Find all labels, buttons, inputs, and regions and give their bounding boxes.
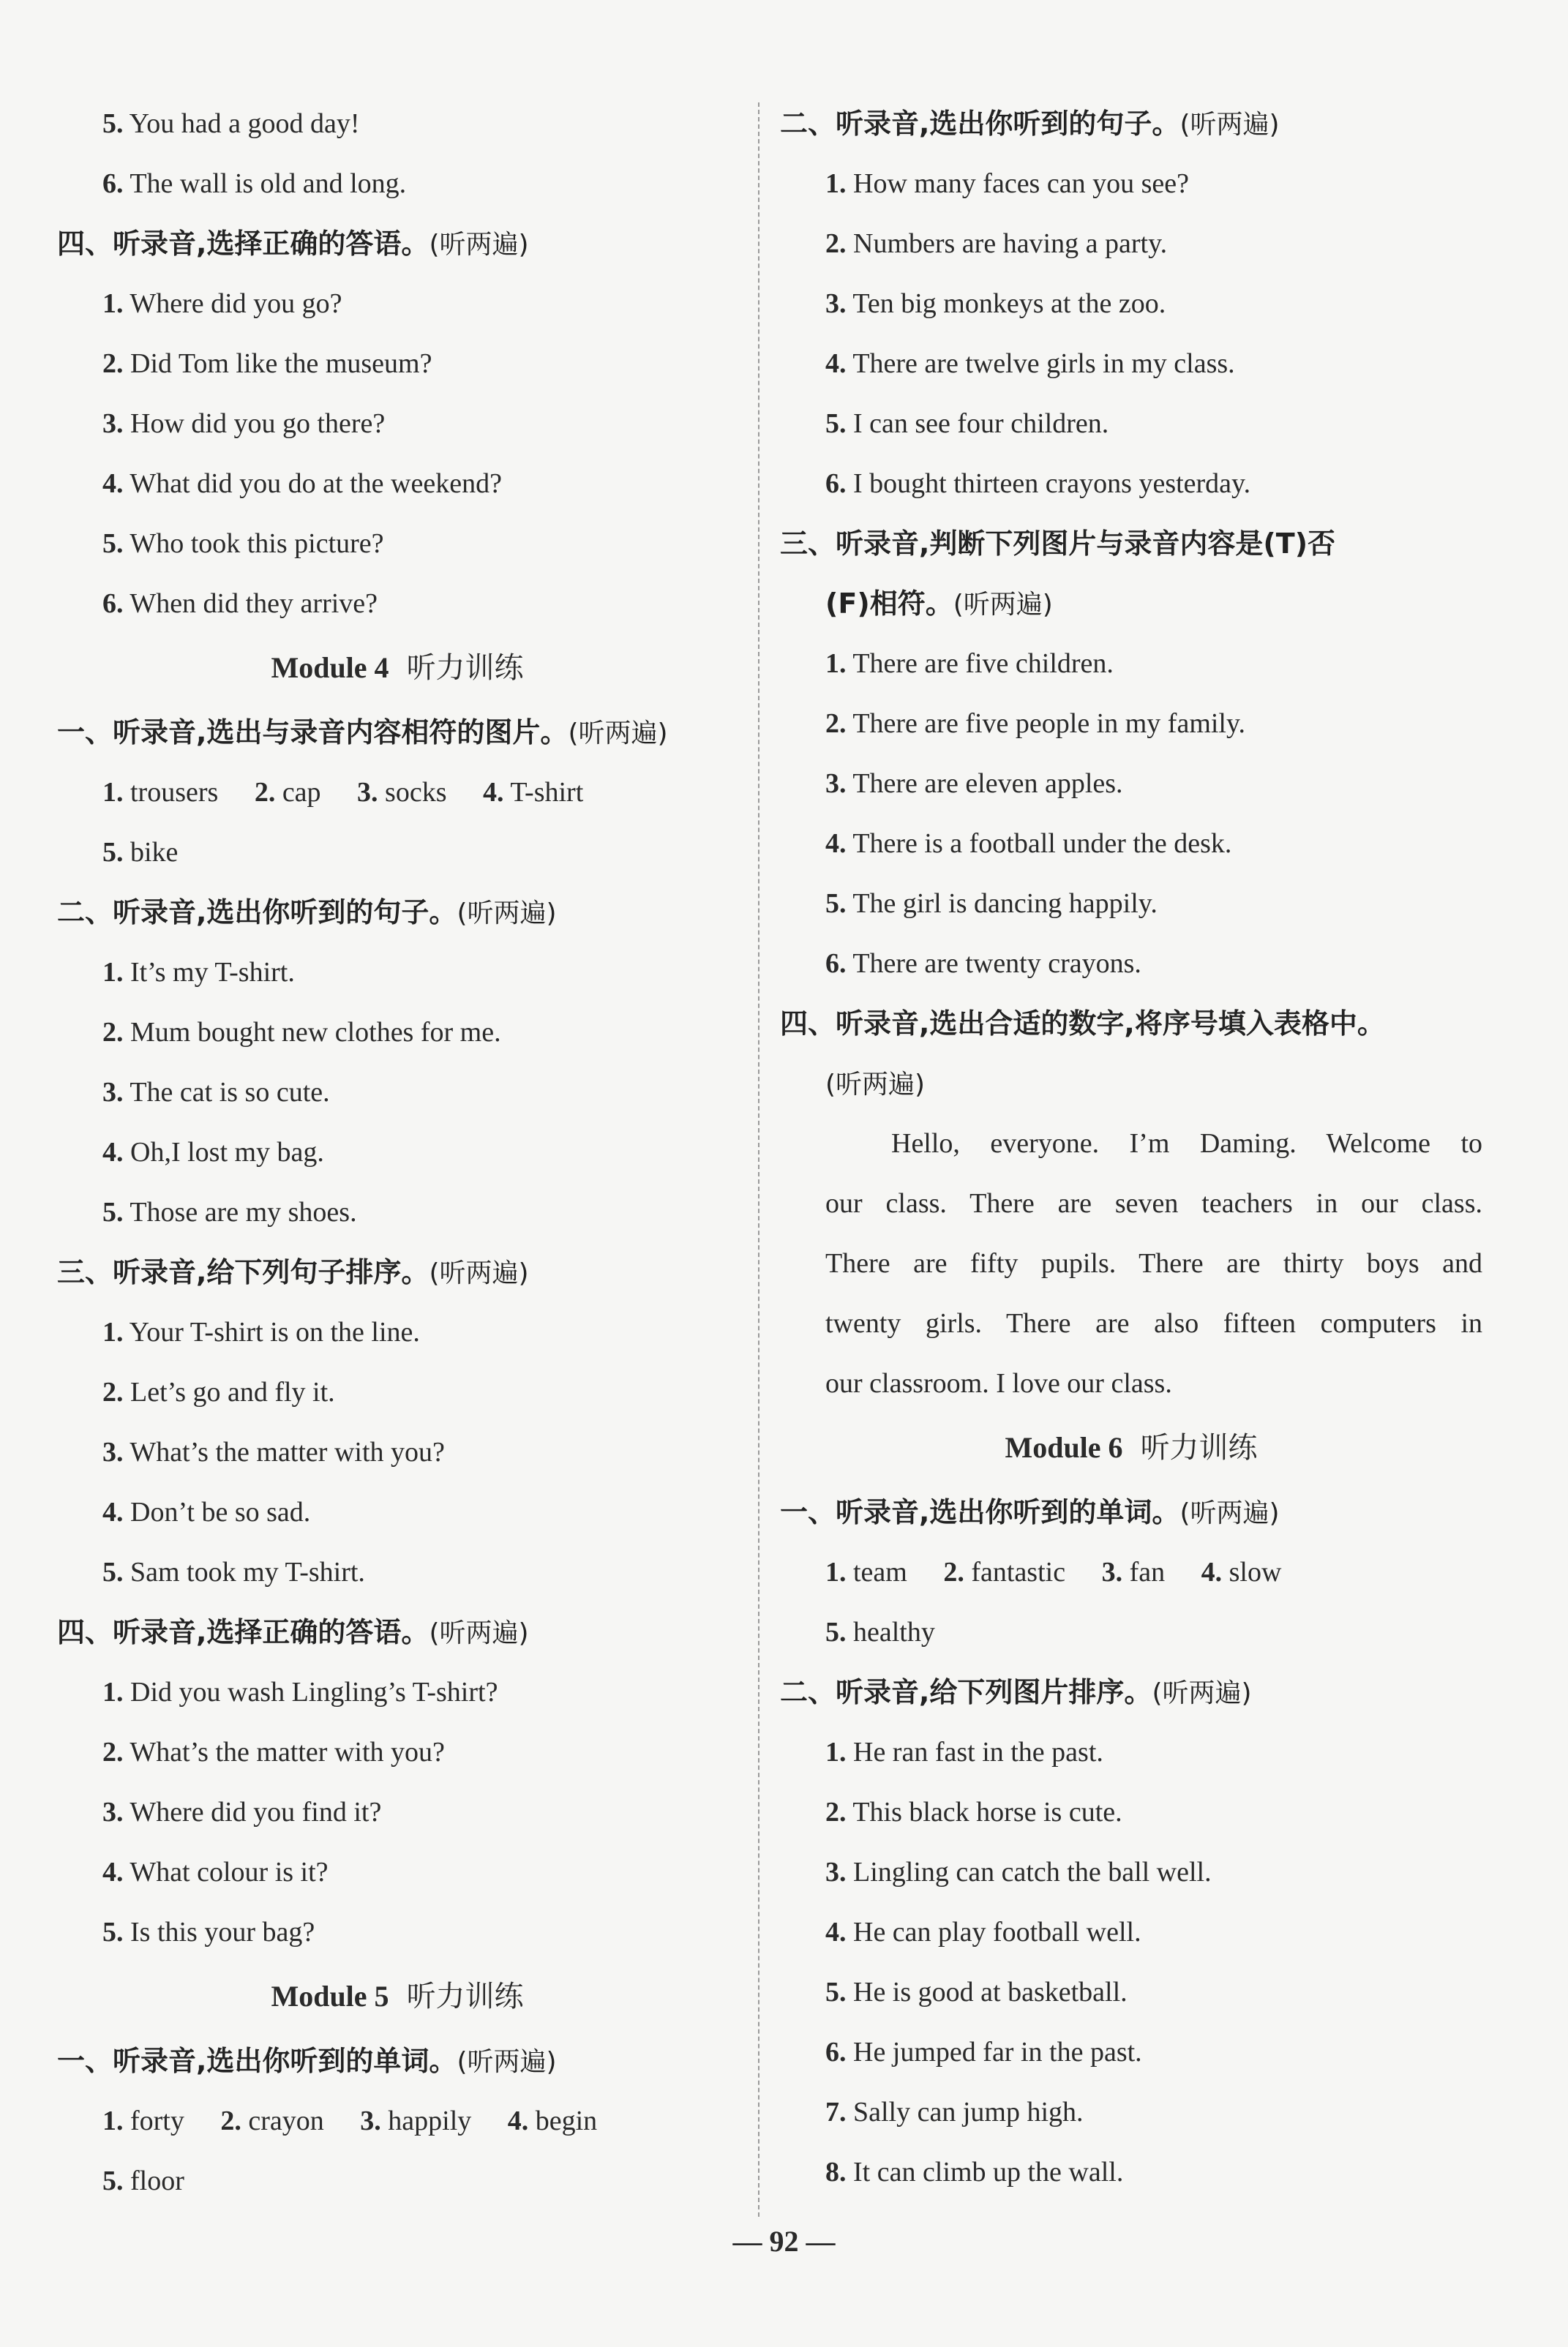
list-item: 2. Did Tom like the museum? xyxy=(102,348,432,379)
list-item: 2. This black horse is cute. xyxy=(825,1797,1122,1828)
passage-line: There are fifty pupils. There are thirty boys and xyxy=(825,1248,1482,1279)
passage-line: our class. There are seven teachers in our class. xyxy=(825,1188,1482,1219)
word-row: 5. bike xyxy=(102,837,179,868)
module-heading: Module 4 听力训练 xyxy=(271,651,524,685)
list-item: 2. Let’s go and fly it. xyxy=(102,1377,335,1408)
passage-line: Hello, everyone. I’m Daming. Welcome to xyxy=(891,1128,1482,1159)
section-heading: 三、听录音,判断下列图片与录音内容是(T)否 xyxy=(780,527,1336,560)
list-item: 5. Who took this picture? xyxy=(102,528,384,559)
section-heading: 四、听录音,选择正确的答语。(听两遍) xyxy=(57,228,529,260)
column-divider xyxy=(758,102,759,2217)
list-item: 6. The wall is old and long. xyxy=(102,168,407,199)
section-heading: 二、听录音,给下列图片排序。(听两遍) xyxy=(780,1676,1252,1708)
list-item: 6. He jumped far in the past. xyxy=(825,2037,1142,2068)
left-column xyxy=(57,94,738,2211)
list-item: 2. What’s the matter with you? xyxy=(102,1737,445,1768)
list-item: 5. You had a good day! xyxy=(102,108,360,139)
section-heading: 二、听录音,选出你听到的句子。(听两遍) xyxy=(57,896,557,928)
word-row: 1. forty 2. crayon 3. happily 4. begin xyxy=(102,2106,598,2136)
list-item: 1. Your T-shirt is on the line. xyxy=(102,1317,420,1348)
list-item: 3. There are eleven apples. xyxy=(825,768,1123,799)
section-heading: 三、听录音,给下列句子排序。(听两遍) xyxy=(57,1256,529,1288)
list-item: 2. There are five people in my family. xyxy=(825,708,1246,739)
list-item: 4. Oh,I lost my bag. xyxy=(102,1137,324,1168)
section-heading: 一、听录音,选出你听到的单词。(听两遍) xyxy=(57,2045,557,2077)
list-item: 3. Where did you find it? xyxy=(102,1797,382,1828)
list-item: 5. I can see four children. xyxy=(825,408,1109,439)
list-item: 3. Ten big monkeys at the zoo. xyxy=(825,288,1166,319)
list-item: 1. Where did you go? xyxy=(102,288,342,319)
passage-line: twenty girls. There are also fifteen computers in xyxy=(825,1308,1482,1339)
list-item: 4. There is a football under the desk. xyxy=(825,828,1232,859)
list-item: 7. Sally can jump high. xyxy=(825,2097,1084,2128)
list-item: 5. Is this your bag? xyxy=(102,1917,315,1948)
list-item: 1. There are five children. xyxy=(825,648,1114,679)
passage-line: our classroom. I love our class. xyxy=(825,1368,1172,1399)
list-item: 8. It can climb up the wall. xyxy=(825,2157,1124,2188)
word-row: 5. floor xyxy=(102,2166,184,2196)
listening-passage xyxy=(780,1114,1482,1413)
list-item: 5. He is good at basketball. xyxy=(825,1977,1128,2008)
list-item: 6. When did they arrive? xyxy=(102,588,378,619)
list-item: 6. I bought thirteen crayons yesterday. xyxy=(825,468,1251,499)
list-item: 2. Numbers are having a party. xyxy=(825,228,1168,259)
module-heading: Module 5 听力训练 xyxy=(271,1980,524,2013)
list-item: 3. Lingling can catch the ball well. xyxy=(825,1857,1212,1888)
list-item: 1. It’s my T-shirt. xyxy=(102,957,295,988)
list-item: 4. He can play football well. xyxy=(825,1917,1141,1948)
list-item: 4. What did you do at the weekend? xyxy=(102,468,502,499)
list-item: 1. He ran fast in the past. xyxy=(825,1737,1103,1768)
word-row: 5. healthy xyxy=(825,1617,935,1648)
list-item: 4. Don’t be so sad. xyxy=(102,1497,311,1528)
section-heading-cont: (F)相符。(听两遍) xyxy=(825,587,1053,620)
list-item: 4. What colour is it? xyxy=(102,1857,329,1888)
list-item: 4. There are twelve girls in my class. xyxy=(825,348,1235,379)
right-column xyxy=(780,94,1482,2202)
list-item: 3. What’s the matter with you? xyxy=(102,1437,445,1468)
list-item: 6. There are twenty crayons. xyxy=(825,948,1141,979)
list-item: 5. Sam took my T-shirt. xyxy=(102,1557,365,1588)
section-heading: 二、听录音,选出你听到的句子。(听两遍) xyxy=(780,108,1280,140)
module-heading: Module 6 听力训练 xyxy=(1005,1431,1258,1465)
word-row: 1. trousers 2. cap 3. socks 4. T-shirt xyxy=(102,777,584,808)
list-item: 3. The cat is so cute. xyxy=(102,1077,330,1108)
page-number: — 92 — xyxy=(732,2225,836,2258)
section-heading-cont: (听两遍) xyxy=(825,1070,926,1100)
list-item: 5. Those are my shoes. xyxy=(102,1197,357,1228)
section-heading: 一、听录音,选出与录音内容相符的图片。(听两遍) xyxy=(57,716,668,748)
list-item: 1. Did you wash Lingling’s T-shirt? xyxy=(102,1677,498,1708)
list-item: 2. Mum bought new clothes for me. xyxy=(102,1017,501,1048)
section-heading: 四、听录音,选出合适的数字,将序号填入表格中。 xyxy=(780,1007,1385,1040)
list-item: 1. How many faces can you see? xyxy=(825,168,1189,199)
word-row: 1. team 2. fantastic 3. fan 4. slow xyxy=(825,1557,1282,1588)
list-item: 5. The girl is dancing happily. xyxy=(825,888,1158,919)
section-heading: 一、听录音,选出你听到的单词。(听两遍) xyxy=(780,1496,1280,1528)
section-heading: 四、听录音,选择正确的答语。(听两遍) xyxy=(57,1616,529,1648)
list-item: 3. How did you go there? xyxy=(102,408,386,439)
